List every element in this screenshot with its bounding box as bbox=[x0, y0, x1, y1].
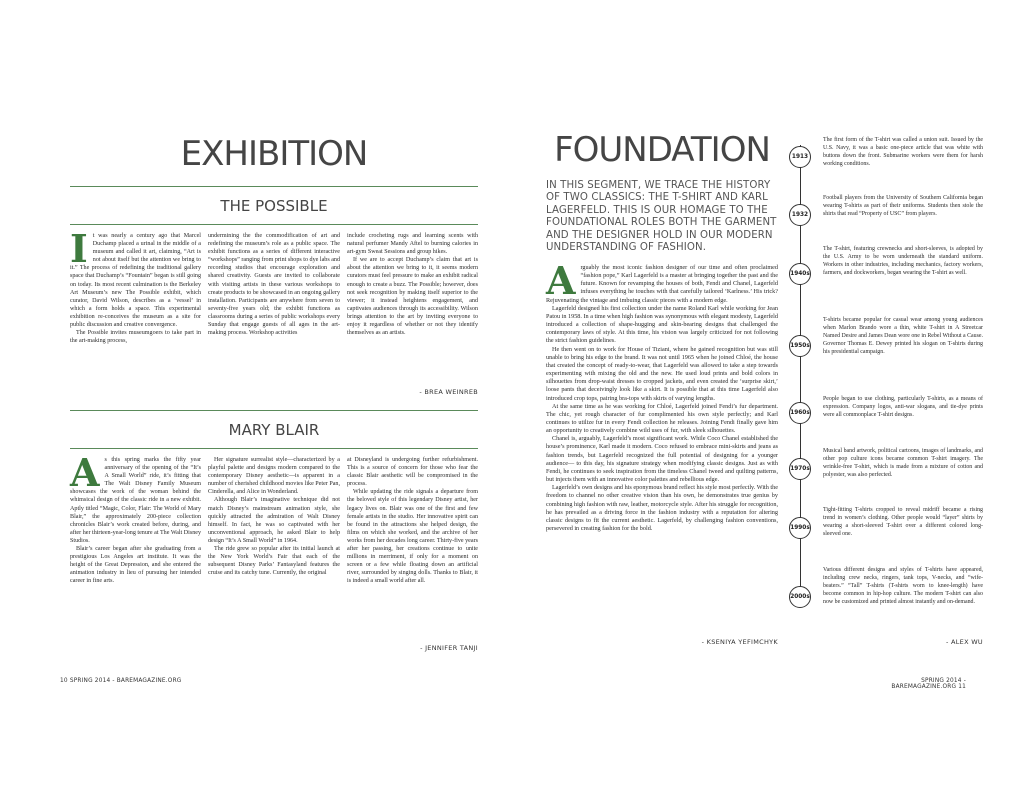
article-text: Chanel is, arguably, Lagerfeld’s most significant work. While Coco Chanel established the house’s prominence, Karl made it modern. Coco refused to embrace mini-skirts and jeans as fashion trends, but Lagerfeld recognized the full potential of designing for a younger audience— to this day, his signature strategy when modifying classic designs. Just as with Fendi, he continues to seek inspiration from the timeless Chanel tweed and quilting patterns, but injects them with an innovative color palettes and rebellious edge. bbox=[546, 435, 778, 484]
article-text: The ride grew so popular after its initial launch at the New York World’s Fair that each of the subsequent Disney Parks’ Fantasyland features the cruise and its catchy tune. Currently, the original bbox=[208, 546, 340, 577]
article1-col3 bbox=[347, 232, 478, 337]
article2-col3 bbox=[347, 456, 478, 586]
article-text: At the same time as he was working for Chloé, Lagerfeld joined Fendi’s fur department. The chic, yet rough character of fur complimented his own style perfectly; and Karl continues to utilize fur in every Fendi collection he releases. Joining Fendi finally gave him an opportunity to creatively combine wild uses of fur, with sleek silhouettes. bbox=[546, 402, 778, 435]
article-text: He then went on to work for House of Tiziani, where he gained recognition but was still unable to bring his edge to the brand. It was not until 1965 when he joined Chloé, the house that created the concept of ready-to-wear, that Lagerfeld was allowed to take a step towards experimenting with mixing the old and the new. He used loud prints and bold colors in silhouettes from drop-waist dresses to cropped jackets, and even created the ‘surprise skirt,’ loose pants that deceivingly look like a skirt. It is possible that at this time Lagerfeld also introduced crop tops, pairing bra-tops with skirts of varying lengths. bbox=[546, 345, 778, 402]
divider bbox=[70, 186, 478, 187]
article-text: If we are to accept Duchamp’s claim that art is about the attention we bring to it, it seems modern curators must feel pressure to make an exhibit radical enough to create a buzz. The Possible; however, does not seek recognition by making itself superior to the viewer; it instead heightens engagement, and captivates audiences through its accessibility. Wilson brings attention to the art by inviting everyone to enjoy it regardless of whether or not they identify themselves as an artists. bbox=[347, 257, 478, 337]
article-text: Her signature surrealist style—characterized by a playful palette and designs modern compared to the contemporary Disney aesthetic—is apparent in a number of cherished childhood movies like Peter Pan, Cinderella, and Alice in Wonderland. bbox=[208, 457, 341, 496]
timeline-year: 1950s bbox=[789, 335, 811, 357]
timeline-year: 1960s bbox=[789, 402, 811, 424]
article-text: Blair’s career began after she graduating from a prestigious Los Angeles art institute. It was the height of the Great Depression, and she entered the animation industry in lieu of pursuing her intended career in fine arts. bbox=[70, 546, 201, 585]
divider bbox=[70, 448, 478, 449]
section-title-foundation: FOUNDATION bbox=[554, 130, 770, 170]
intro-text: IN THIS SEGMENT, WE TRACE THE HISTORY OF TWO CLASSICS: THE T-SHIRT AND KARL LAGERFELD. THIS IS OUR HOMAGE TO THE FOUNDATIONAL ROLES BOTH THE GARMENT AND THE DESIGNER HOLD IN OUR MODERN UNDERSTANDING OF FASHION. bbox=[546, 180, 777, 254]
article-text: include crocheting rugs and learning scents with natural perfumer Mandy Aftel to burning calories in art-gym Sweat Sessions and group hikes. bbox=[347, 233, 478, 256]
drop-cap: A bbox=[546, 258, 576, 303]
drop-cap: A bbox=[70, 450, 100, 495]
timeline-entry: T-shirts became popular for casual wear among young audiences when Marlon Brando wore a thin, white T-shirt in A Streetcar Named Desire and James Dean wore one in Rebel Without a Cause. Governor Thomas E. Dewey printed his slogan on T-shirts during his presidential campaign. bbox=[823, 317, 983, 356]
article2-col1 bbox=[70, 450, 201, 586]
article-title-mary-blair: MARY BLAIR bbox=[228, 421, 320, 439]
article-text: The Possible invites museumgoers to take part in the art-making process, bbox=[70, 330, 201, 345]
article-text: undermining the the commodification of art and redefining the museum’s role as a public space. The exhibit functions as a series of different interactive “workshops” ranging from print shops to dye labs and recording studios that encourage exploration and shared creativity. Guests are invited to collaborate with visiting artists in these various workshops to create products to be showcased in an ongoing gallery installation. Participants are anywhere from seven to seventy-five years old; the exhibit functions as classrooms during a series of public workshops every Sunday that engage guests of all ages in the art-making process. Workshop activities bbox=[208, 233, 341, 337]
timeline-entry: Various different designs and styles of T-shirts have appeared, including crew necks, ringers, tank tops, V-necks, and “wife-beaters.” “Tall” T-shirts (T-shirts worn to knee-length) have become common in hip-hop culture. The modern T-shirt can also now be customized and printed almost instantly and on-demand. bbox=[823, 567, 983, 606]
timeline-year: 1913 bbox=[789, 146, 811, 168]
article1-col2 bbox=[208, 232, 340, 337]
lagerfeld-article bbox=[546, 258, 778, 533]
article-text: Lagerfeld’s own designs and his eponymous brand reflect his style most perfectly. With the freedom to channel no other creative vision than his own, he demonstrates true genius by combining high fashion with raw, leather, motorcycle style. After his struggle for recognition, he has prevailed as a driving force in the fashion industry with a reputation for altering classic designs to fit the current aesthetic. Lagerfeld, by challenging fashion conventions, persevered in creating fashion for the bold. bbox=[546, 484, 778, 532]
timeline-entry: Football players from the University of Southern California began wearing T-shirts as part of their uniforms. Students then stole the shirts that read “Property of USC” from players. bbox=[823, 195, 983, 218]
timeline-year: 1990s bbox=[789, 517, 811, 539]
article-text: s this spring marks the fifty year anniversary of the opening of the “It’s A Small World” ride, it’s fitting that The Walt Disney Family Museum showcases the work of the woman behind the whimsical design of the classic ride in a new exhibit. Aptly titled “Magic, Color, Flair: The World of Mary Blair,” the approximately 200-piece collection chronicles Blair’s work created before, during, and after her thirteen-year-long tenure at The Walt Disney Studios. bbox=[70, 457, 201, 544]
byline: - BREA WEINREB bbox=[419, 388, 478, 396]
article1-col1 bbox=[70, 226, 201, 345]
article-text: Lagerfeld designed his first collection under the name Roland Karl while working for Jean Patou in 1958. In a time when high fashion was synonymous with elegant modesty, Lagerfeld introduced a collection of shape-hugging and skin-bearing designs that challenged the contemporary laws of style. At this time, his vision was largely criticized for not following the strict fashion guidelines. bbox=[546, 304, 778, 345]
section-title-exhibition: EXHIBITION bbox=[180, 134, 368, 174]
byline: - JENNIFER TANJI bbox=[420, 644, 478, 652]
timeline-entry: The first form of the T-shirt was called a union suit. Issued by the U.S. Navy, it was a basic one-piece article that was white with buttons down the front. Submarine workers were them for harsh working conditions. bbox=[823, 137, 983, 168]
drop-cap: I bbox=[70, 226, 88, 271]
article-text: rguably the most iconic fashion designer of our time and often proclaimed “fashion pope,” Karl Lagerfeld is a master at bringing together the past and the future. Known for revamping the houses of both, Fendi and Chanel, Lagerfeld infuses everything he touches with that carefully tailored ‘Karlness.’ His trick? Rejuvenating the vintage and imbuing classic pieces with a modern edge. bbox=[546, 264, 778, 304]
page-folio-left: 10 SPRING 2014 - BAREMAGAZINE.ORG bbox=[60, 678, 182, 684]
page-folio-right: SPRING 2014 - BAREMAGAZINE.ORG 11 bbox=[891, 678, 966, 690]
byline: - KSENIYA YEFIMCHYK bbox=[701, 638, 778, 646]
article2-col2 bbox=[208, 456, 340, 577]
article-text: While updating the ride signals a departure from the beloved style of this legendary Disney artist, her legacy lives on. Blair was one of the first and few female artists in the studio. Her innovative spirit can be found in the attractions she helped design, the films on which she worked, and the archive of her works from her decades long career. Thirty-five years after her passing, her creations continue to unite millions in merriment, if only for a moment on screen or a few while floating down an artificial river, surrounded by singing dolls. Thanks to Blair, it is indeed a small world after all. bbox=[347, 489, 478, 585]
timeline-year: 1970s bbox=[789, 458, 811, 480]
article-title-possible: THE POSSIBLE bbox=[220, 197, 328, 215]
timeline-entry: Musical band artwork, political cartoons, images of landmarks, and other pop culture icons became common T-shirt imagery. The wrinkle-free T-shirt, which is made from a mixture of cotton and polyester, was also perfected. bbox=[823, 448, 983, 479]
timeline-entry: The T-shirt, featuring crewnecks and short-sleeves, is adopted by the U.S. Army to be worn underneath the standard uniform. Workers in other industries, including mechanics, factory workers, farmers, and dockworkers, began wearing the T-shirt as well. bbox=[823, 246, 983, 277]
divider bbox=[70, 410, 478, 411]
article-text: t was nearly a century ago that Marcel Duchamp placed a urinal in the middle of a museum and called it art, claiming, “Art is not about itself but the attention we bring to it.” The process of redefining the traditional gallery space that Duchamp’s “Fountain” began is still going on today. Its most recent culmination is the Berkeley Art Museum’s new The Possible exhibit, which curator, David Wilson, describes as a ‘vessel’ in which a form holds a space. This experimental exhibition re-conceives the museum as a site for public discussion and creative convergence. bbox=[70, 233, 201, 329]
timeline-year: 2000s bbox=[789, 586, 811, 608]
timeline-year: 1932 bbox=[789, 204, 811, 226]
timeline-year: 1940s bbox=[789, 263, 811, 285]
byline: - ALEX WU bbox=[946, 638, 983, 646]
article-text: Although Blair’s imaginative technique did not match Disney’s mainstream animation style, she quickly attracted the admiration of Walt Disney himself. In fact, he was so captivated with her unconventional approach, he asked Blair to help design “It’s A Small World” in 1964. bbox=[208, 497, 340, 544]
timeline-entry: Tight-fitting T-shirts cropped to reveal midriff became a rising trend in women’s clothing. Other people would “layer” shirts by wearing a short-sleeved T-shirt over a different colored long-sleeved one. bbox=[823, 507, 983, 538]
timeline-entry: People began to use clothing, particularly T-shirts, as a means of expression. Company logos, anti-war slogans, and tie-dye prints were all commonplace T-shirt designs. bbox=[823, 396, 983, 419]
article-text: at Disneyland is undergoing further refurbishment. This is a source of concern for those who fear the classic Blair aesthetic will be compromised in the process. bbox=[347, 457, 478, 488]
divider bbox=[70, 224, 478, 225]
